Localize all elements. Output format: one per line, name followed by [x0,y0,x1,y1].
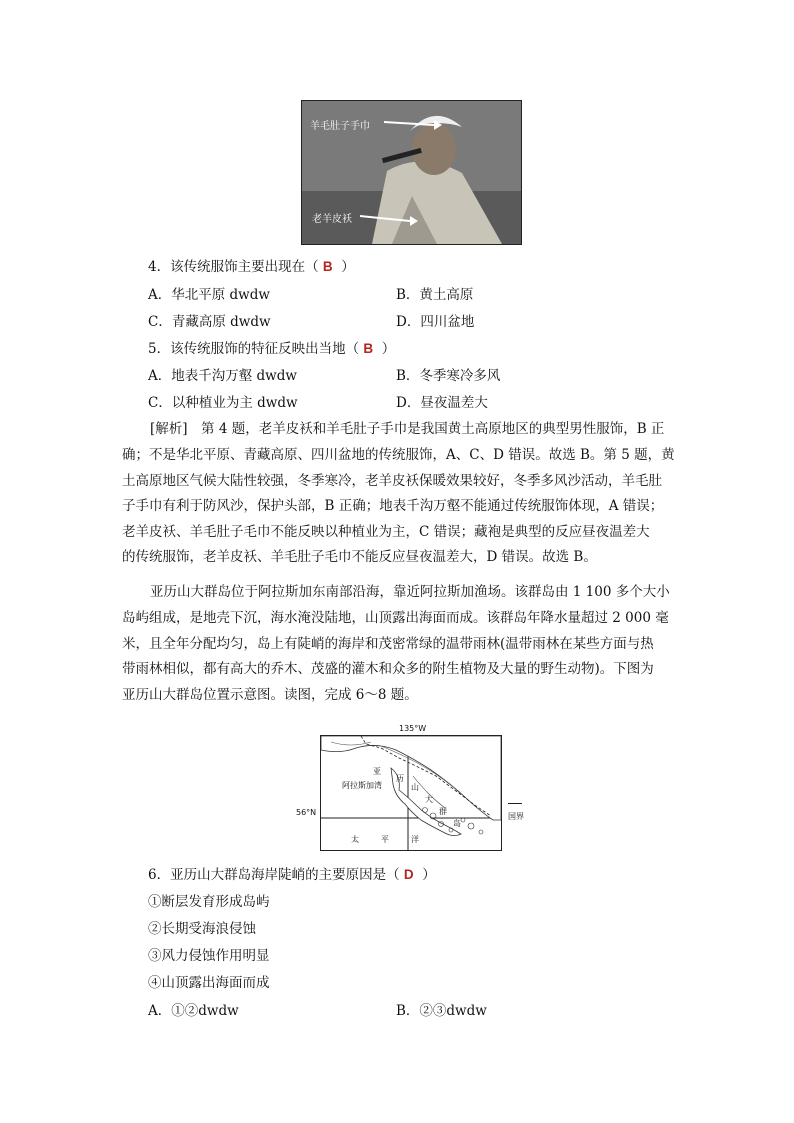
q6-item: ④山顶露出海面而成 [148,975,270,991]
q5-stem [148,340,395,358]
q6-answer: D [403,867,414,882]
q4-stem-close: ） [341,259,355,275]
map-label-alaska-bay: 阿拉斯加湾 [342,781,382,790]
passage-line: 带雨林相似，都有高大的乔木、茂盛的灌木和众多的附生植物及大量的野生动物)。下图为 [122,661,654,677]
map-label-island-char: 群 [439,807,447,816]
passage-line: 岛屿组成，是地壳下沉，海水淹没陆地，山顶露出海面而成。该群岛年降水量超过 2 000 毫 [122,610,669,626]
analysis-block-cont [122,443,675,571]
map-label-island-char: 岛 [453,819,461,828]
map-label-island-char: 山 [411,783,419,792]
map-latitude-label: 56°N [296,808,317,817]
analysis-line: 子手巾有利于防风沙，保护头部，B 正确；地表千沟万壑不能通过传统服饰体现，A 错误； [122,498,664,514]
map-label-ocean-char: 平 [381,835,389,844]
label-head-towel: 羊毛肚子手巾 [310,121,370,132]
analysis-line: 确；不是华北平原、青藏高原、四川盆地的传统服饰，A、C、D 错误。故选 B。第 5 题，黄 [122,447,675,463]
legend-border-label: 国界 [508,812,524,821]
q4-option-a: A．华北平原 dwdw [148,287,270,303]
map-label-island-char: 历 [396,774,404,783]
traditional-costume-photo [301,100,522,245]
analysis-block [150,417,664,443]
label-sheepskin-coat: 老羊皮袄 [312,214,352,225]
legend-border-symbol [508,803,522,804]
q6-item: ③风力侵蚀作用明显 [148,948,270,964]
q6-stem [148,866,436,884]
q4-stem [148,258,355,276]
analysis-line: 老羊皮袄、羊毛肚子毛巾不能反映以种植业为主，C 错误；藏袍是典型的反应昼夜温差大 [122,523,650,540]
q5-answer: B [363,341,374,356]
map-label-ocean-char: 洋 [411,835,419,844]
passage-body [122,606,669,708]
q5-option-a: A．地表千沟万壑 dwdw [148,368,297,384]
q4-option-c: C．青藏高原 dwdw [148,314,271,330]
analysis-line: [解析] 第 4 题，老羊皮袄和羊毛肚子手巾是我国黄土高原地区的典型男性服饰，B 正 [150,421,665,437]
q6-stem-close: ） [422,867,436,883]
passage-line: 亚历山大群岛位置示意图。读图，完成 6～8 题。 [122,686,418,703]
q5-option-b: B．冬季寒冷多风 [396,368,501,384]
analysis-line: 土高原地区气候大陆性较强，冬季寒冷，老羊皮袄保暖效果较好，冬季多风沙活动，羊毛肚 [122,472,662,489]
analysis-line: 的传统服饰，老羊皮袄、羊毛肚子毛巾不能反应昼夜温差大，D 错误。故选 B。 [122,549,597,565]
q5-stem-close: ） [381,341,396,357]
q5-stem-text: 5．该传统服饰的特征反映出当地（ [148,341,360,357]
q6-option-a: A．①②dwdw [148,1003,239,1019]
q6-stem-text: 6．亚历山大群岛海岸陡峭的主要原因是（ [148,867,400,883]
q4-option-b: B．黄土高原 [396,287,474,303]
passage-first-line [150,580,670,606]
q6-option-b: B．②③dwdw [396,1003,487,1019]
q5-option-d: D．昼夜温差大 [396,395,488,411]
passage-line: 亚历山大群岛位于阿拉斯加东南部沿海，靠近阿拉斯加渔场。该群岛由 1 100 多个大小 [150,584,670,600]
q6-item: ②长期受海浪侵蚀 [148,921,256,937]
q4-option-d: D．四川盆地 [396,314,475,330]
q4-answer: B [322,259,333,274]
map-label-ocean-char: 太 [351,835,359,844]
q6-item: ①断层发育形成岛屿 [148,894,270,910]
map-label-island-char: 大 [425,795,433,804]
passage-line: 米，且全年分配均匀，岛上有陡峭的海岸和茂密常绿的温带雨林(温带雨林在某些方面与热 [122,635,654,652]
map-drawing [321,736,501,850]
map-longitude-label: 135°W [399,724,427,733]
location-map [320,735,502,851]
q5-option-c: C．以种植业为主 dwdw [148,395,298,411]
q4-stem-text: 4．该传统服饰主要出现在（ [148,259,319,275]
map-label-island-char: 亚 [373,767,381,776]
